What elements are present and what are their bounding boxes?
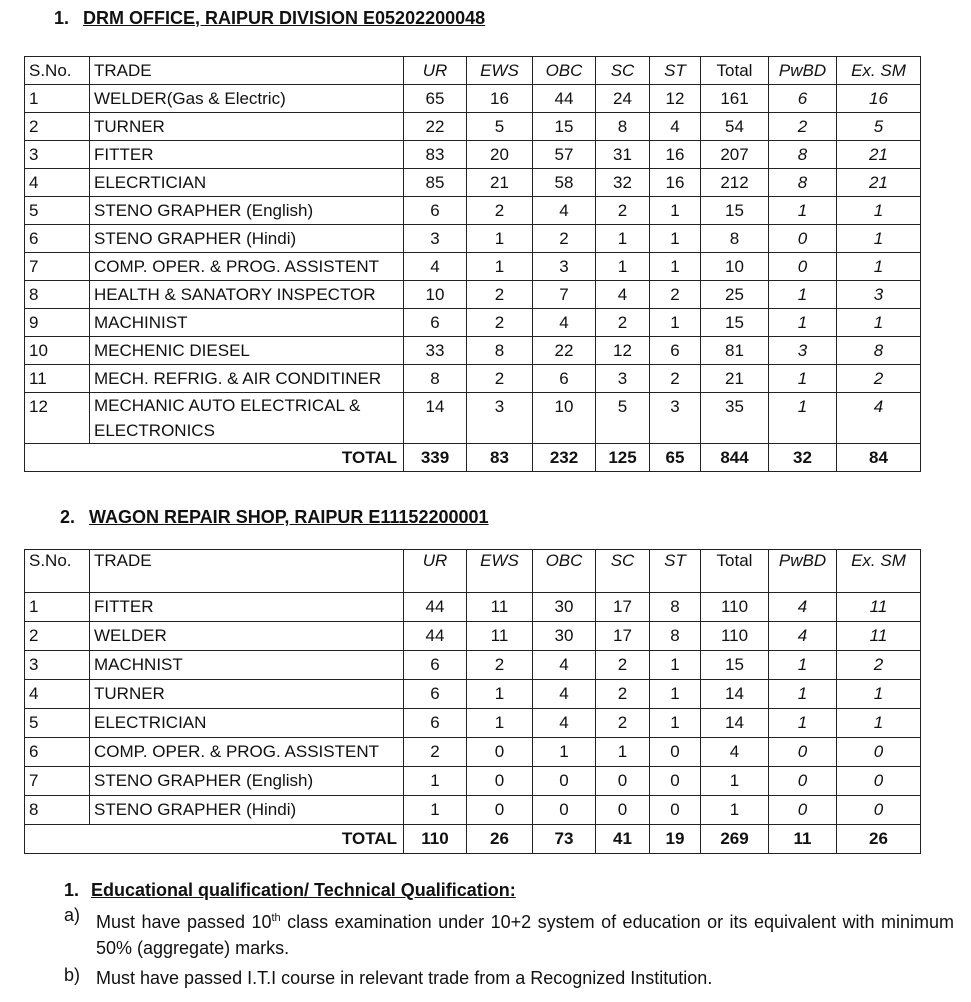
- education-item-text-pre: Must have passed I.T.I course in relevant trade from a Recognized Institution.: [96, 968, 713, 988]
- count-cell: 2: [533, 225, 596, 253]
- count-cell: 16: [650, 141, 701, 169]
- education-heading: [64, 880, 954, 901]
- column-header: TRADE: [90, 550, 404, 593]
- count-cell: 2: [596, 197, 650, 225]
- education-item-letter: b): [64, 965, 81, 985]
- trade-cell: STENO GRAPHER (Hindi): [90, 796, 404, 825]
- count-cell: 0: [769, 767, 837, 796]
- count-cell: 1: [769, 651, 837, 680]
- serial-cell: 2: [25, 622, 90, 651]
- count-cell: 2: [467, 281, 533, 309]
- count-cell: 8: [404, 365, 467, 393]
- serial-cell: 4: [25, 169, 90, 197]
- trade-cell: TURNER: [90, 113, 404, 141]
- count-cell: 22: [533, 337, 596, 365]
- count-cell: 12: [650, 85, 701, 113]
- count-cell: 2: [769, 113, 837, 141]
- count-cell: 5: [596, 393, 650, 444]
- count-cell: 10: [533, 393, 596, 444]
- serial-cell: 4: [25, 680, 90, 709]
- count-cell: 1: [533, 738, 596, 767]
- table-row: [25, 680, 921, 709]
- count-cell: 11: [467, 622, 533, 651]
- header-row: [25, 550, 921, 593]
- table-row: [25, 337, 921, 365]
- serial-cell: 12: [25, 393, 90, 444]
- column-header: UR: [404, 57, 467, 85]
- count-cell: 15: [701, 651, 769, 680]
- count-cell: 6: [404, 680, 467, 709]
- count-cell: 6: [404, 651, 467, 680]
- count-cell: 15: [701, 309, 769, 337]
- count-cell: 1: [596, 253, 650, 281]
- table-row: [25, 365, 921, 393]
- count-cell: 24: [596, 85, 650, 113]
- count-cell: 1: [837, 225, 921, 253]
- count-cell: 14: [701, 709, 769, 738]
- count-cell: 4: [837, 393, 921, 444]
- total-label: TOTAL: [25, 444, 404, 472]
- count-cell: 6: [533, 365, 596, 393]
- count-cell: 1: [650, 197, 701, 225]
- count-cell: 212: [701, 169, 769, 197]
- table-row: [25, 141, 921, 169]
- table-row: [25, 225, 921, 253]
- trade-cell: MACHINIST: [90, 309, 404, 337]
- column-header: OBC: [533, 550, 596, 593]
- total-label: TOTAL: [25, 825, 404, 854]
- total-cell: 26: [837, 825, 921, 854]
- count-cell: 3: [769, 337, 837, 365]
- count-cell: 1: [650, 651, 701, 680]
- education-item-text-pre: Must have passed 10: [96, 912, 272, 932]
- section2-number: 2.: [60, 507, 76, 527]
- count-cell: 1: [467, 225, 533, 253]
- table-row: [25, 113, 921, 141]
- table-row: [25, 253, 921, 281]
- count-cell: 1: [769, 680, 837, 709]
- column-header: PwBD: [769, 57, 837, 85]
- table-row: [25, 85, 921, 113]
- serial-cell: 7: [25, 253, 90, 281]
- count-cell: 2: [467, 365, 533, 393]
- count-cell: 0: [650, 738, 701, 767]
- count-cell: 14: [701, 680, 769, 709]
- count-cell: 10: [701, 253, 769, 281]
- wagon-repair-table: [24, 549, 921, 854]
- count-cell: 4: [596, 281, 650, 309]
- count-cell: 0: [650, 767, 701, 796]
- section2-heading: [60, 507, 489, 528]
- table-row: [25, 651, 921, 680]
- count-cell: 21: [837, 169, 921, 197]
- count-cell: 1: [596, 738, 650, 767]
- count-cell: 44: [533, 85, 596, 113]
- count-cell: 2: [650, 281, 701, 309]
- table-row: [25, 738, 921, 767]
- table-row: [25, 622, 921, 651]
- count-cell: 1: [650, 225, 701, 253]
- total-cell: 110: [404, 825, 467, 854]
- count-cell: 15: [533, 113, 596, 141]
- column-header: Ex. SM: [837, 57, 921, 85]
- total-cell: 232: [533, 444, 596, 472]
- count-cell: 8: [769, 141, 837, 169]
- count-cell: 5: [467, 113, 533, 141]
- serial-cell: 8: [25, 281, 90, 309]
- count-cell: 1: [769, 365, 837, 393]
- column-header: ST: [650, 550, 701, 593]
- count-cell: 21: [467, 169, 533, 197]
- trade-cell: TURNER: [90, 680, 404, 709]
- serial-cell: 3: [25, 651, 90, 680]
- count-cell: 6: [769, 85, 837, 113]
- count-cell: 4: [650, 113, 701, 141]
- count-cell: 4: [533, 651, 596, 680]
- total-cell: 844: [701, 444, 769, 472]
- trade-cell: FITTER: [90, 593, 404, 622]
- total-cell: 73: [533, 825, 596, 854]
- count-cell: 2: [596, 309, 650, 337]
- column-header: SC: [596, 57, 650, 85]
- total-cell: 83: [467, 444, 533, 472]
- count-cell: 16: [650, 169, 701, 197]
- header-row: [25, 57, 921, 85]
- count-cell: 3: [467, 393, 533, 444]
- serial-cell: 5: [25, 197, 90, 225]
- count-cell: 11: [837, 593, 921, 622]
- count-cell: 3: [533, 253, 596, 281]
- total-row: [25, 444, 921, 472]
- count-cell: 207: [701, 141, 769, 169]
- count-cell: 44: [404, 622, 467, 651]
- total-cell: 84: [837, 444, 921, 472]
- count-cell: 1: [769, 393, 837, 444]
- count-cell: 20: [467, 141, 533, 169]
- trade-cell: FITTER: [90, 141, 404, 169]
- count-cell: 8: [769, 169, 837, 197]
- column-header: S.No.: [25, 57, 90, 85]
- count-cell: 0: [769, 225, 837, 253]
- column-header: Ex. SM: [837, 550, 921, 593]
- trade-cell: WELDER: [90, 622, 404, 651]
- serial-cell: 7: [25, 767, 90, 796]
- trade-cell: MECH. REFRIG. & AIR CONDITINER: [90, 365, 404, 393]
- count-cell: 1: [769, 197, 837, 225]
- serial-cell: 9: [25, 309, 90, 337]
- count-cell: 85: [404, 169, 467, 197]
- column-header: TRADE: [90, 57, 404, 85]
- count-cell: 1: [769, 309, 837, 337]
- count-cell: 0: [596, 796, 650, 825]
- count-cell: 3: [404, 225, 467, 253]
- table-row: [25, 767, 921, 796]
- count-cell: 1: [467, 709, 533, 738]
- trade-cell: COMP. OPER. & PROG. ASSISTENT: [90, 738, 404, 767]
- count-cell: 3: [837, 281, 921, 309]
- count-cell: 0: [837, 796, 921, 825]
- education-number: 1.: [64, 880, 80, 900]
- count-cell: 2: [596, 651, 650, 680]
- count-cell: 2: [467, 309, 533, 337]
- count-cell: 8: [701, 225, 769, 253]
- count-cell: 2: [596, 680, 650, 709]
- count-cell: 3: [596, 365, 650, 393]
- count-cell: 12: [596, 337, 650, 365]
- count-cell: 110: [701, 593, 769, 622]
- count-cell: 6: [404, 197, 467, 225]
- serial-cell: 6: [25, 225, 90, 253]
- count-cell: 4: [769, 593, 837, 622]
- serial-cell: 1: [25, 85, 90, 113]
- total-cell: 339: [404, 444, 467, 472]
- count-cell: 16: [837, 85, 921, 113]
- count-cell: 44: [404, 593, 467, 622]
- count-cell: 4: [404, 253, 467, 281]
- count-cell: 4: [701, 738, 769, 767]
- count-cell: 17: [596, 593, 650, 622]
- total-cell: 11: [769, 825, 837, 854]
- count-cell: 2: [467, 197, 533, 225]
- count-cell: 8: [596, 113, 650, 141]
- section1-title: DRM OFFICE, RAIPUR DIVISION E05202200048: [83, 8, 486, 28]
- count-cell: 1: [650, 709, 701, 738]
- column-header: SC: [596, 550, 650, 593]
- drm-office-table: [24, 56, 921, 472]
- trade-cell: COMP. OPER. & PROG. ASSISTENT: [90, 253, 404, 281]
- count-cell: 4: [769, 622, 837, 651]
- count-cell: 35: [701, 393, 769, 444]
- count-cell: 1: [837, 680, 921, 709]
- serial-cell: 5: [25, 709, 90, 738]
- count-cell: 8: [650, 593, 701, 622]
- column-header: Total: [701, 57, 769, 85]
- count-cell: 1: [701, 796, 769, 825]
- trade-cell: MACHNIST: [90, 651, 404, 680]
- count-cell: 7: [533, 281, 596, 309]
- count-cell: 8: [467, 337, 533, 365]
- total-cell: 269: [701, 825, 769, 854]
- education-item-text: [96, 905, 954, 961]
- count-cell: 22: [404, 113, 467, 141]
- count-cell: 4: [533, 197, 596, 225]
- column-header: ST: [650, 57, 701, 85]
- trade-cell: ELECTRICIAN: [90, 709, 404, 738]
- count-cell: 4: [533, 680, 596, 709]
- table-row: [25, 593, 921, 622]
- table-row: [25, 197, 921, 225]
- count-cell: 21: [837, 141, 921, 169]
- serial-cell: 8: [25, 796, 90, 825]
- education-item-sup: th: [271, 912, 281, 924]
- count-cell: 161: [701, 85, 769, 113]
- total-cell: 65: [650, 444, 701, 472]
- count-cell: 1: [837, 253, 921, 281]
- count-cell: 2: [467, 651, 533, 680]
- count-cell: 1: [650, 253, 701, 281]
- count-cell: 1: [596, 225, 650, 253]
- table-row: [25, 309, 921, 337]
- education-item-b: [64, 965, 954, 991]
- count-cell: 58: [533, 169, 596, 197]
- count-cell: 11: [837, 622, 921, 651]
- count-cell: 17: [596, 622, 650, 651]
- total-cell: 26: [467, 825, 533, 854]
- count-cell: 83: [404, 141, 467, 169]
- column-header: Total: [701, 550, 769, 593]
- education-item-text: [96, 965, 954, 991]
- count-cell: 2: [837, 651, 921, 680]
- total-cell: 125: [596, 444, 650, 472]
- count-cell: 57: [533, 141, 596, 169]
- count-cell: 14: [404, 393, 467, 444]
- trade-cell: MECHANIC AUTO ELECTRICAL & ELECTRONICS: [90, 393, 404, 444]
- total-cell: 32: [769, 444, 837, 472]
- trade-cell: STENO GRAPHER (Hindi): [90, 225, 404, 253]
- count-cell: 0: [769, 738, 837, 767]
- count-cell: 0: [837, 738, 921, 767]
- serial-cell: 3: [25, 141, 90, 169]
- count-cell: 0: [467, 767, 533, 796]
- serial-cell: 6: [25, 738, 90, 767]
- total-cell: 19: [650, 825, 701, 854]
- trade-cell: WELDER(Gas & Electric): [90, 85, 404, 113]
- count-cell: 0: [596, 767, 650, 796]
- column-header: PwBD: [769, 550, 837, 593]
- count-cell: 1: [769, 281, 837, 309]
- count-cell: 5: [837, 113, 921, 141]
- count-cell: 1: [467, 680, 533, 709]
- count-cell: 33: [404, 337, 467, 365]
- count-cell: 0: [533, 796, 596, 825]
- column-header: OBC: [533, 57, 596, 85]
- count-cell: 3: [650, 393, 701, 444]
- education-item-a: [64, 905, 954, 961]
- count-cell: 0: [533, 767, 596, 796]
- trade-cell: STENO GRAPHER (English): [90, 197, 404, 225]
- count-cell: 81: [701, 337, 769, 365]
- serial-cell: 10: [25, 337, 90, 365]
- count-cell: 4: [533, 709, 596, 738]
- education-section: [64, 880, 954, 991]
- education-item-text-post: class examination under 10+2 system of education or its equivalent with minimum 50% (aggregate) marks.: [96, 912, 954, 958]
- count-cell: 1: [837, 197, 921, 225]
- count-cell: 0: [467, 738, 533, 767]
- count-cell: 8: [650, 622, 701, 651]
- total-cell: 41: [596, 825, 650, 854]
- count-cell: 8: [837, 337, 921, 365]
- count-cell: 54: [701, 113, 769, 141]
- education-item-letter: a): [64, 905, 81, 925]
- education-title: Educational qualification/ Technical Qualification:: [91, 880, 516, 900]
- count-cell: 2: [404, 738, 467, 767]
- trade-cell: ELECRTICIAN: [90, 169, 404, 197]
- table-row: [25, 281, 921, 309]
- section2-title: WAGON REPAIR SHOP, RAIPUR E11152200001: [89, 507, 489, 527]
- count-cell: 110: [701, 622, 769, 651]
- total-row: [25, 825, 921, 854]
- count-cell: 2: [837, 365, 921, 393]
- count-cell: 0: [837, 767, 921, 796]
- section1-number: 1.: [54, 8, 70, 28]
- count-cell: 1: [701, 767, 769, 796]
- trade-cell: HEALTH & SANATORY INSPECTOR: [90, 281, 404, 309]
- count-cell: 10: [404, 281, 467, 309]
- count-cell: 4: [533, 309, 596, 337]
- count-cell: 11: [467, 593, 533, 622]
- count-cell: 31: [596, 141, 650, 169]
- count-cell: 2: [596, 709, 650, 738]
- count-cell: 1: [467, 253, 533, 281]
- count-cell: 21: [701, 365, 769, 393]
- column-header: UR: [404, 550, 467, 593]
- count-cell: 2: [650, 365, 701, 393]
- count-cell: 25: [701, 281, 769, 309]
- serial-cell: 1: [25, 593, 90, 622]
- count-cell: 1: [837, 709, 921, 738]
- table-row: [25, 169, 921, 197]
- count-cell: 30: [533, 622, 596, 651]
- serial-cell: 2: [25, 113, 90, 141]
- table-row: [25, 709, 921, 738]
- count-cell: 1: [404, 767, 467, 796]
- serial-cell: 11: [25, 365, 90, 393]
- count-cell: 0: [769, 253, 837, 281]
- column-header: EWS: [467, 57, 533, 85]
- column-header: EWS: [467, 550, 533, 593]
- table-row: [25, 393, 921, 444]
- count-cell: 15: [701, 197, 769, 225]
- count-cell: 16: [467, 85, 533, 113]
- column-header: S.No.: [25, 550, 90, 593]
- count-cell: 0: [769, 796, 837, 825]
- count-cell: 32: [596, 169, 650, 197]
- count-cell: 6: [404, 709, 467, 738]
- count-cell: 65: [404, 85, 467, 113]
- count-cell: 1: [769, 709, 837, 738]
- count-cell: 1: [837, 309, 921, 337]
- count-cell: 30: [533, 593, 596, 622]
- count-cell: 0: [467, 796, 533, 825]
- count-cell: 6: [650, 337, 701, 365]
- trade-cell: STENO GRAPHER (English): [90, 767, 404, 796]
- section1-heading: [54, 8, 485, 29]
- count-cell: 1: [404, 796, 467, 825]
- count-cell: 1: [650, 680, 701, 709]
- table-row: [25, 796, 921, 825]
- trade-cell: MECHENIC DIESEL: [90, 337, 404, 365]
- count-cell: 0: [650, 796, 701, 825]
- count-cell: 6: [404, 309, 467, 337]
- count-cell: 1: [650, 309, 701, 337]
